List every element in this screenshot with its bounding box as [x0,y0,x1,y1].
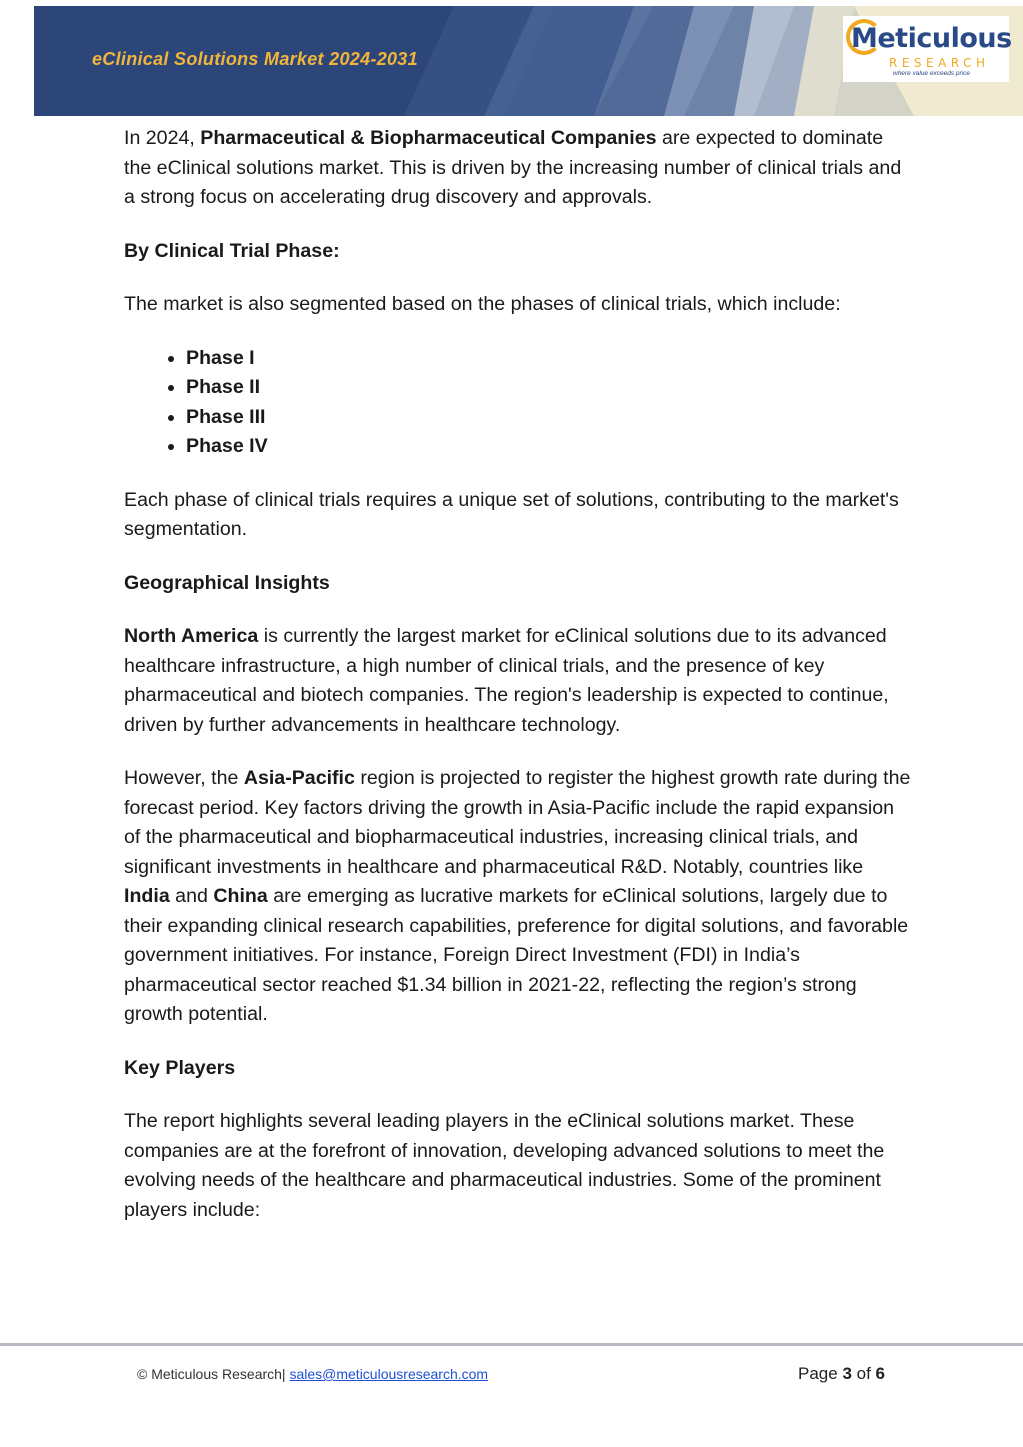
logo-name: Meticulous [851,23,1012,54]
heading-clinical-trial-phase: By Clinical Trial Phase: [124,239,340,262]
list-item: • Phase II [186,373,914,403]
page-indicator: Page 3 of 6 [798,1364,885,1383]
footer-divider [0,1343,1023,1346]
phase-list [124,344,914,462]
heading-key-players: Key Players [124,1056,236,1079]
footer-copyright: © Meticulous Research| sales@meticulousresearch.com [137,1366,489,1382]
paragraph-north-america: North America is currently the largest market for eClinical solutions due to its advanced healthcare infrastructure, a high number of clinical trials, and the presence of key pharmaceutical and biotech companies. The region's leadership is expected to continue, driven by further advancements in healthcare technology. [124,625,889,736]
paragraph-asia-pacific: However, the Asia-Pacific region is projected to register the highest growth rate during the forecast period. Key factors driving the growth in Asia-Pacific include the rapid expansion of the pharmaceutical and biopharmaceutical industries, increasing clinical trials, and significant investments in healthcare and pharmaceutical R&D. Notably, countries like India and China are emerging as lucrative markets for eClinical solutions, largely due to their expanding clinical research capabilities, preference for digital solutions, and favorable government initiatives. For instance, Foreign Direct Investment (FDI) in India’s pharmaceutical sector reached $1.34 billion in 2021-22, reflecting the region’s strong growth potential. [124,767,911,1025]
document-body [124,124,914,1249]
company-logo [843,16,1012,82]
paragraph-phases-intro: The market is also segmented based on the phases of clinical trials, which include: [124,293,841,315]
paragraph-end-users: In 2024, Pharmaceutical & Biopharmaceutical Companies are expected to dominate the eClinical solutions market. This is driven by the increasing number of clinical trials and a strong focus on accelerating drug discovery and approvals. [124,127,902,208]
paragraph-key-players: The report highlights several leading players in the eClinical solutions market. These companies are at the forefront of innovation, developing advanced solutions to meet the evolving needs of the healthcare and pharmaceutical industries. Some of the prominent players include: [124,1110,885,1221]
list-item: • Phase III [186,403,914,433]
header-banner [34,6,1023,116]
logo-subtitle: RESEARCH [889,56,990,70]
logo-tagline: where value exceeds price [893,70,970,77]
report-title: eClinical Solutions Market 2024-2031 [92,49,418,69]
list-item: • Phase IV [186,432,914,462]
paragraph-phase-summary: Each phase of clinical trials requires a unique set of solutions, contributing to the market's segmentation. [124,488,899,540]
heading-geographical-insights: Geographical Insights [124,571,330,594]
email-link[interactable]: sales@meticulousresearch.com [289,1366,489,1382]
list-item: • Phase I [186,344,914,374]
